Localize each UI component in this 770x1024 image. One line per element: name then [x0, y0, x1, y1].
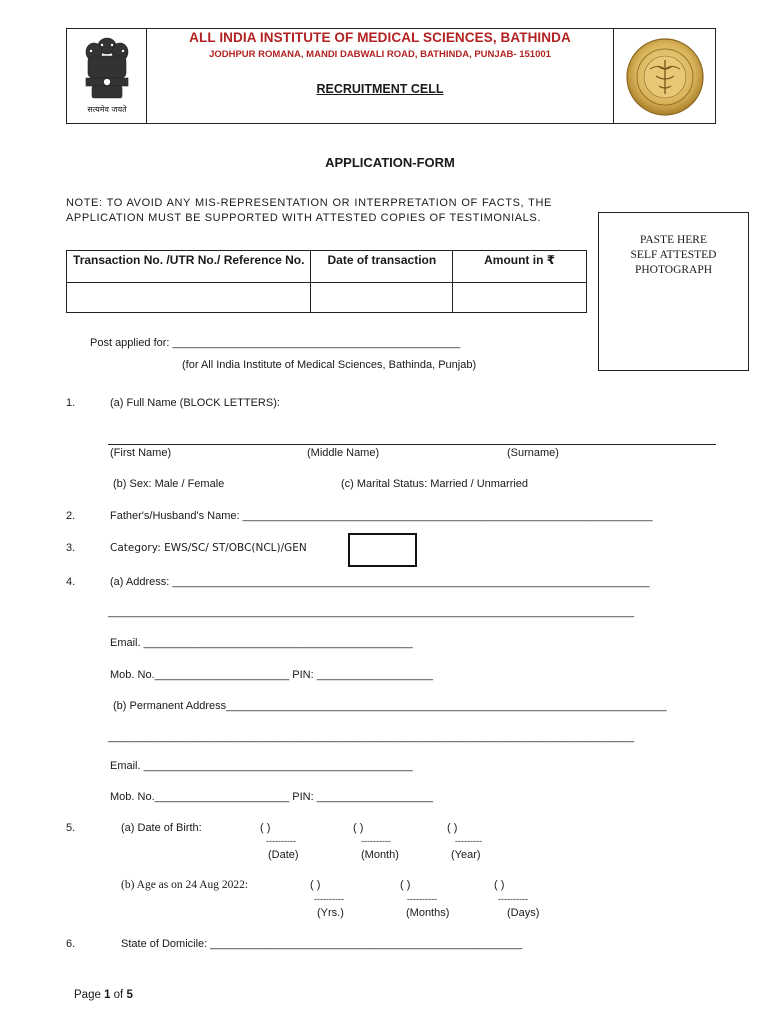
permanent-address-field[interactable]: (b) Permanent Address________________________________________________________________________ — [113, 700, 667, 712]
current-page: 1 — [104, 989, 111, 1001]
age-months-input[interactable]: ( ) — [400, 879, 411, 891]
age-days-dash: ---------- — [498, 894, 528, 904]
age-years-dash: ---------- — [314, 894, 344, 904]
page-of: of — [110, 989, 127, 1001]
dob-label: (a) Date of Birth: — [121, 822, 202, 834]
table-row — [67, 283, 587, 313]
transaction-table — [66, 250, 587, 313]
transaction-no-cell[interactable] — [67, 283, 311, 313]
question-number: 5. — [66, 822, 76, 834]
email-field[interactable]: Email. ____________________________________________ — [110, 637, 413, 649]
first-name-caption: (First Name) — [110, 447, 172, 459]
question-number: 2. — [66, 510, 76, 522]
photo-instructions — [598, 233, 749, 278]
post-applied-field[interactable]: Post applied for: _______________________________________________ — [90, 337, 461, 349]
month-caption: (Month) — [361, 849, 399, 861]
age-months-dash: ---------- — [407, 894, 437, 904]
header-divider — [613, 28, 614, 124]
photo-line: PHOTOGRAPH — [634, 264, 713, 276]
question-number: 3. — [66, 542, 76, 554]
total-pages: 5 — [126, 989, 133, 1001]
permanent-mobile-pin-field[interactable]: Mob. No.______________________ PIN: ___________________ — [110, 791, 433, 803]
transaction-date-cell[interactable] — [311, 283, 453, 313]
national-emblem-icon — [74, 34, 140, 116]
age-label: (b) Age as on 24 Aug 2022: — [121, 879, 249, 891]
emblem-caption: सत्यमेव जयते — [87, 105, 127, 114]
amount-cell[interactable] — [453, 283, 587, 313]
sex-field[interactable]: (b) Sex: Male / Female — [113, 478, 225, 490]
surname-caption: (Surname) — [507, 447, 559, 459]
page-number — [74, 989, 133, 1001]
dob-month-input[interactable]: ( ) — [353, 822, 364, 834]
aiims-seal-icon — [620, 36, 710, 118]
recruitment-cell-title: RECRUITMENT CELL — [316, 82, 444, 96]
middle-name-caption: (Middle Name) — [307, 447, 380, 459]
table-header-row — [67, 251, 587, 283]
dob-date-input[interactable]: ( ) — [260, 822, 271, 834]
address-line-2[interactable]: ______________________________________________________________________________________ — [108, 606, 635, 618]
photo-line: SELF ATTESTED — [630, 249, 717, 261]
days-caption: (Days) — [507, 907, 540, 919]
address-field[interactable]: (a) Address: ______________________________________________________________________________ — [110, 576, 650, 588]
years-caption: (Yrs.) — [317, 907, 344, 919]
note-text: NOTE: TO AVOID ANY MIS-REPRESENTATION OR INTERPRETATION OF FACTS, THE APPLICATION MUST BE SUPPORTED WITH ATTESTED COPIES OF TESTIMONIALS. — [66, 197, 552, 224]
question-number: 1. — [66, 397, 76, 409]
question-number: 6. — [66, 938, 76, 950]
dob-year-input[interactable]: ( ) — [447, 822, 458, 834]
dob-month-dash: ---------- — [361, 836, 391, 846]
age-days-input[interactable]: ( ) — [494, 879, 505, 891]
institute-address: JODHPUR ROMANA, MANDI DABWALI ROAD, BATHINDA, PUNJAB- 151001 — [209, 49, 551, 60]
transaction-no-header: Transaction No. /UTR No./ Reference No. — [67, 251, 311, 283]
page-prefix: Page — [74, 989, 105, 1001]
date-caption: (Date) — [268, 849, 299, 861]
transaction-date-header: Date of transaction — [311, 251, 453, 283]
category-label: Category: EWS/SC/ ST/OBC(NCL)/GEN — [110, 542, 307, 554]
category-box[interactable] — [348, 533, 417, 567]
marital-status-field[interactable]: (c) Marital Status: Married / Unmarried — [341, 478, 529, 490]
full-name-line[interactable] — [108, 444, 716, 445]
dob-year-dash: --------- — [455, 836, 482, 846]
mobile-pin-field[interactable]: Mob. No.______________________ PIN: ___________________ — [110, 669, 433, 681]
dob-date-dash: ---------- — [266, 836, 296, 846]
institute-name: ALL INDIA INSTITUTE OF MEDICAL SCIENCES, BATHINDA — [189, 30, 571, 45]
post-applied-note: (for All India Institute of Medical Sciences, Bathinda, Punjab) — [182, 359, 477, 371]
amount-header: Amount in ₹ — [453, 251, 587, 283]
full-name-label: (a) Full Name (BLOCK LETTERS): — [110, 397, 280, 409]
question-number: 4. — [66, 576, 76, 588]
permanent-email-field[interactable]: Email. ____________________________________________ — [110, 760, 413, 772]
state-of-domicile-field[interactable]: State of Domicile: ___________________________________________________ — [121, 938, 523, 950]
permanent-address-line-2[interactable]: ______________________________________________________________________________________ — [108, 731, 635, 743]
photo-line: PASTE HERE — [640, 234, 707, 246]
months-caption: (Months) — [406, 907, 450, 919]
form-title: APPLICATION-FORM — [325, 155, 455, 170]
age-years-input[interactable]: ( ) — [310, 879, 321, 891]
year-caption: (Year) — [451, 849, 481, 861]
father-husband-name-field[interactable]: Father's/Husband's Name: ___________________________________________________________________ — [110, 510, 653, 522]
